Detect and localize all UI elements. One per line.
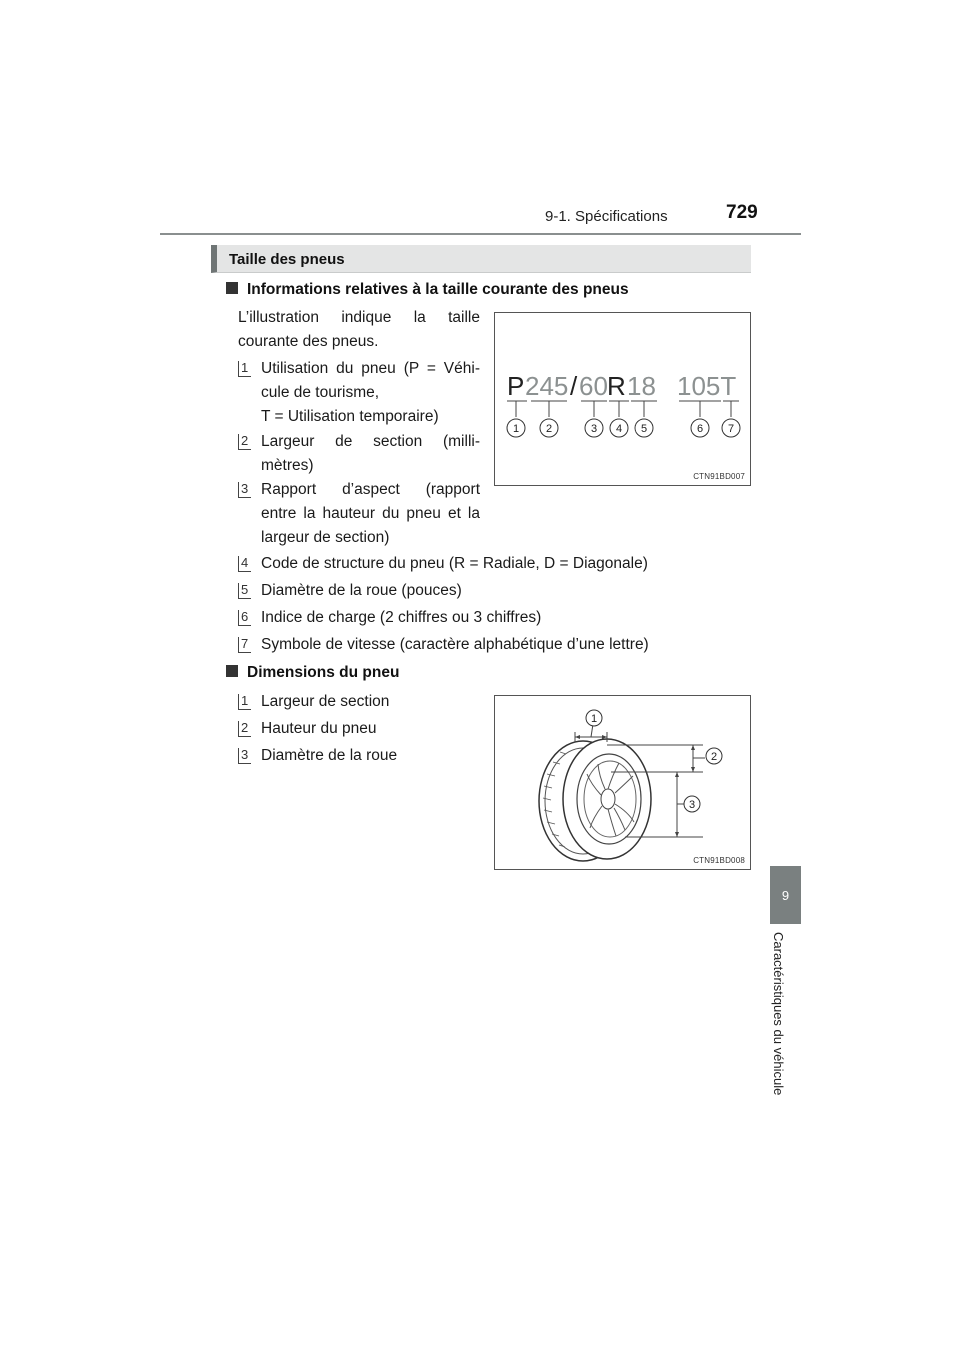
- intro-paragraph: [238, 306, 480, 354]
- code-slash: /: [570, 371, 578, 401]
- chapter-number: 9: [781, 887, 790, 903]
- code-load: 105T: [677, 371, 737, 401]
- callout-label: 3: [688, 799, 696, 811]
- callout-label: 4: [615, 423, 623, 435]
- callout-label: 7: [727, 423, 735, 435]
- item-number-badge: 3: [238, 482, 251, 498]
- subheading-dimensions: [226, 664, 399, 682]
- callout-label: 6: [696, 423, 704, 435]
- callout-label: 3: [590, 423, 598, 435]
- callout-label: 5: [640, 423, 648, 435]
- item-line: Largeur de section: [261, 693, 390, 710]
- code-rim: 18: [627, 371, 656, 401]
- item-line: mètres): [261, 457, 314, 474]
- item-line: Hauteur du pneu: [261, 720, 377, 737]
- subheading-info-text: Informations relatives à la taille courante des pneus: [247, 281, 629, 298]
- chapter-title: Caractéristiques du véhicule: [771, 932, 786, 1096]
- item-line: Code de structure du pneu (R = Radiale, D = Diagonale): [261, 555, 648, 572]
- item-number-badge: 2: [238, 721, 251, 737]
- chapter-tab: [770, 866, 801, 924]
- item-number-badge: 6: [238, 610, 251, 626]
- item-number-badge: 7: [238, 637, 251, 653]
- item-line: cule de tourisme,: [261, 384, 380, 401]
- code-p: P: [507, 371, 525, 401]
- callout-label: 1: [512, 423, 520, 435]
- item-line: Symbole de vitesse (caractère alphabétique d’une lettre): [261, 636, 649, 653]
- square-bullet-icon: [226, 282, 238, 294]
- item-number-badge: 4: [238, 556, 251, 572]
- code-width: 245: [525, 371, 569, 401]
- section-title: Taille des pneus: [229, 251, 345, 268]
- item-line: Utilisation du pneu (P = Véhi-: [261, 360, 480, 377]
- section-title-bar: [211, 245, 751, 273]
- callout-label: 2: [545, 423, 553, 435]
- tire-dimensions-figure: [494, 695, 751, 870]
- item-line: Indice de charge (2 chiffres ou 3 chiffres): [261, 609, 542, 626]
- subheading-info: [226, 281, 629, 299]
- item-line: entre la hauteur du pneu et la: [261, 505, 480, 522]
- item-number-badge: 5: [238, 583, 251, 599]
- item-line: Rapport d’aspect (rapport: [261, 481, 480, 498]
- header-rule: [160, 233, 801, 235]
- tire-dimensions-diagram: [495, 696, 750, 869]
- code-r: R: [607, 371, 626, 401]
- item-number-badge: 3: [238, 748, 251, 764]
- figure-code: CTN91BD008: [693, 856, 745, 865]
- page-number: 729: [726, 202, 758, 223]
- tire-illustration: [539, 739, 651, 861]
- subheading-dimensions-text: Dimensions du pneu: [247, 664, 400, 681]
- item-line: Diamètre de la roue: [261, 747, 398, 764]
- item-line: Diamètre de la roue (pouces): [261, 582, 462, 599]
- callout-label: 2: [710, 751, 718, 763]
- item-line: largeur de section): [261, 529, 390, 546]
- item-line: T = Utilisation temporaire): [261, 408, 439, 425]
- item-number-badge: 1: [238, 361, 251, 377]
- code-ratio: 60: [579, 371, 608, 401]
- item-line: Largeur de section (milli-: [261, 433, 480, 450]
- item-number-badge: 1: [238, 694, 251, 710]
- callout-label: 1: [590, 713, 598, 725]
- square-bullet-icon: [226, 665, 238, 677]
- running-header-section: 9-1. Spécifications: [545, 208, 668, 225]
- figure-code: CTN91BD007: [693, 472, 745, 481]
- intro-line-1: L’illustration indique la taille: [238, 309, 480, 326]
- tire-size-figure: [494, 312, 751, 486]
- intro-line-2: courante des pneus.: [238, 333, 379, 350]
- item-number-badge: 2: [238, 434, 251, 450]
- tire-size-diagram: [495, 313, 750, 485]
